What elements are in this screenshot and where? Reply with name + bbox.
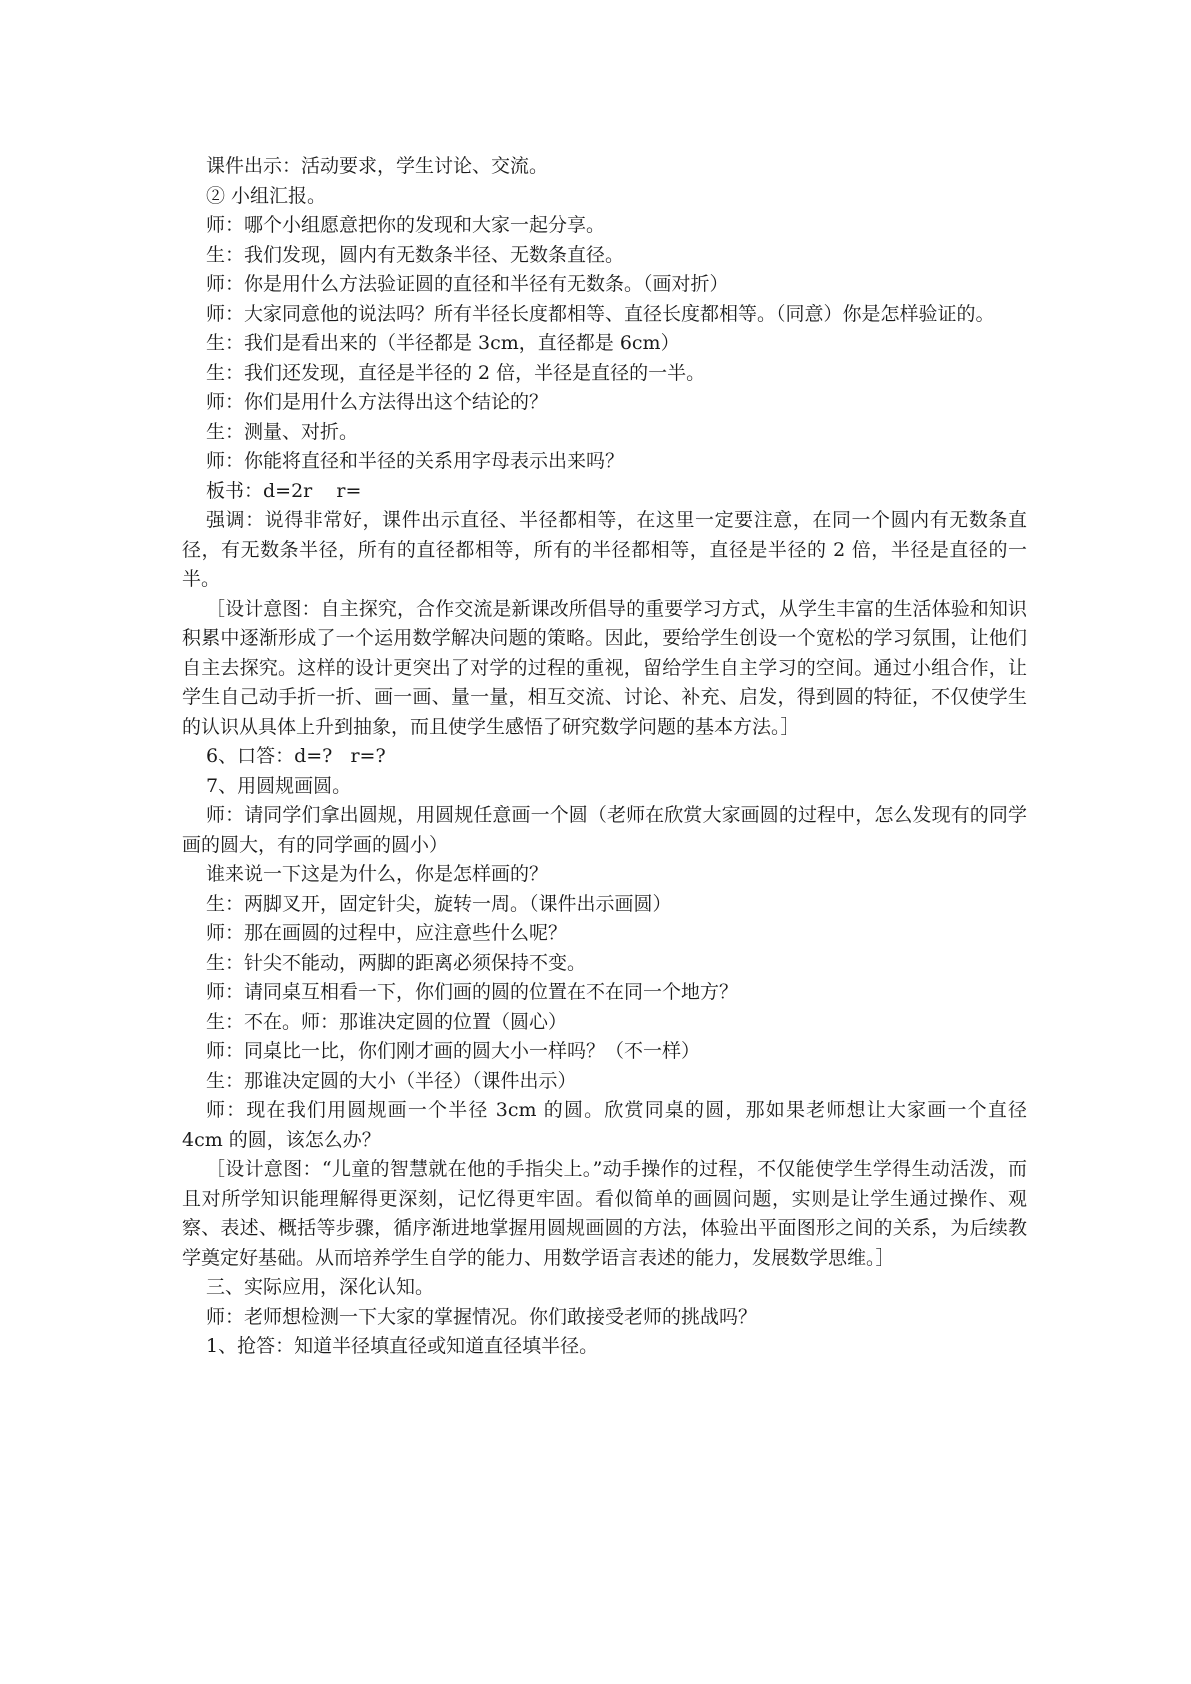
paragraph: 强调：说得非常好，课件出示直径、半径都相等，在这里一定要注意，在同一个圆内有无数条直径，有无数条半径，所有的直径都相等，所有的半径都相等，直径是半径的 2 倍，半径是直径的一半。 [182,509,1027,590]
board-writing: 板书：d=2r r= [206,479,362,502]
text-line: 生：不在。师：那谁决定圆的位置（圆心） [206,1010,568,1033]
text-line: 生：针尖不能动，两脚的距离必须保持不变。 [206,951,587,974]
section-heading: 三、实际应用，深化认知。 [206,1276,435,1298]
paragraph: 师：请同学们拿出圆规，用圆规任意画一个圆（老师在欣赏大家画圆的过程中，怎么发现有的同学画的圆大，有的同学画的圆小） [182,804,1027,856]
text-line: 师：你们是用什么方法得出这个结论的？ [206,391,549,413]
text-line: 师：请同桌互相看一下，你们画的圆的位置在不在同一个地方？ [206,981,739,1003]
text-line: 生：我们发现，圆内有无数条半径、无数条直径。 [206,243,625,266]
text-line: ② 小组汇报。 [206,184,327,207]
text-line: 谁来说一下这是为什么，你是怎样画的？ [206,863,549,885]
design-intent-note: ［设计意图：自主探究，合作交流是新课改所倡导的重要学习方式，从学生丰富的生活体验和知识积累中逐渐形成了一个运用数学解决问题的策略。因此，要给学生创设一个宽松的学习氛围，让他们自主去探究。这样的设计更突出了对学的过程的重视，留给学生自主学习的空间。通过小组合作，让学生自己动手折一折、画一画、量一量，相互交流、讨论、补充、启发，得到圆的特征，不仅使学生的认识从具体上升到抽象，而且使学生感悟了研究数学问题的基本方法。］ [182,597,1027,738]
document-page [182,152,1027,1362]
text-line: 6、口答：d=? r=? [206,745,386,767]
text-line: 7、用圆规画圆。 [206,774,352,797]
text-line: 生：测量、对折。 [206,420,359,443]
text-line: 师：哪个小组愿意把你的发现和大家一起分享。 [206,214,606,236]
text-line: 课件出示：活动要求，学生讨论、交流。 [206,155,549,177]
text-line: 1、抢答：知道半径填直径或知道直径填半径。 [206,1335,599,1357]
text-line: 生：那谁决定圆的大小（半径）（课件出示） [206,1069,577,1092]
text-line: 师：同桌比一比，你们刚才画的圆大小一样吗？（不一样） [206,1040,701,1062]
text-line: 师：你是用什么方法验证圆的直径和半径有无数条。（画对折） [206,273,729,295]
paragraph: 师：大家同意他的说法吗？所有半径长度都相等、直径长度都相等。（同意）你是怎样验证的。 [206,302,995,325]
design-intent-note: ［设计意图：“儿童的智慧就在他的手指尖上。”动手操作的过程，不仅能使学生学得生动活泼，而且对所学知识能理解得更深刻，记忆得更牢固。看似简单的画圆问题，实则是让学生通过操作、观察、表述、概括等步骤，循序渐进地掌握用圆规画圆的方法，体验出平面图形之间的关系，为后续教学奠定好基础。从而培养学生自学的能力、用数学语言表述的能力，发展数学思维。］ [182,1158,1027,1269]
text-line: 师：你能将直径和半径的关系用字母表示出来吗？ [206,450,625,472]
text-line: 生：我们还发现，直径是半径的 2 倍，半径是直径的一半。 [206,361,706,384]
text-line: 师：老师想检测一下大家的掌握情况。你们敢接受老师的挑战吗？ [206,1305,758,1328]
text-line: 师：那在画圆的过程中，应注意些什么呢？ [206,922,568,944]
paragraph: 师：现在我们用圆规画一个半径 3cm 的圆。欣赏同桌的圆，那如果老师想让大家画一个直径 4cm 的圆，该怎么办？ [182,1099,1027,1151]
text-line: 生：两脚叉开，固定针尖，旋转一周。（课件出示画圆） [206,892,672,915]
text-line: 生：我们是看出来的（半径都是 3cm，直径都是 6cm） [206,332,680,354]
